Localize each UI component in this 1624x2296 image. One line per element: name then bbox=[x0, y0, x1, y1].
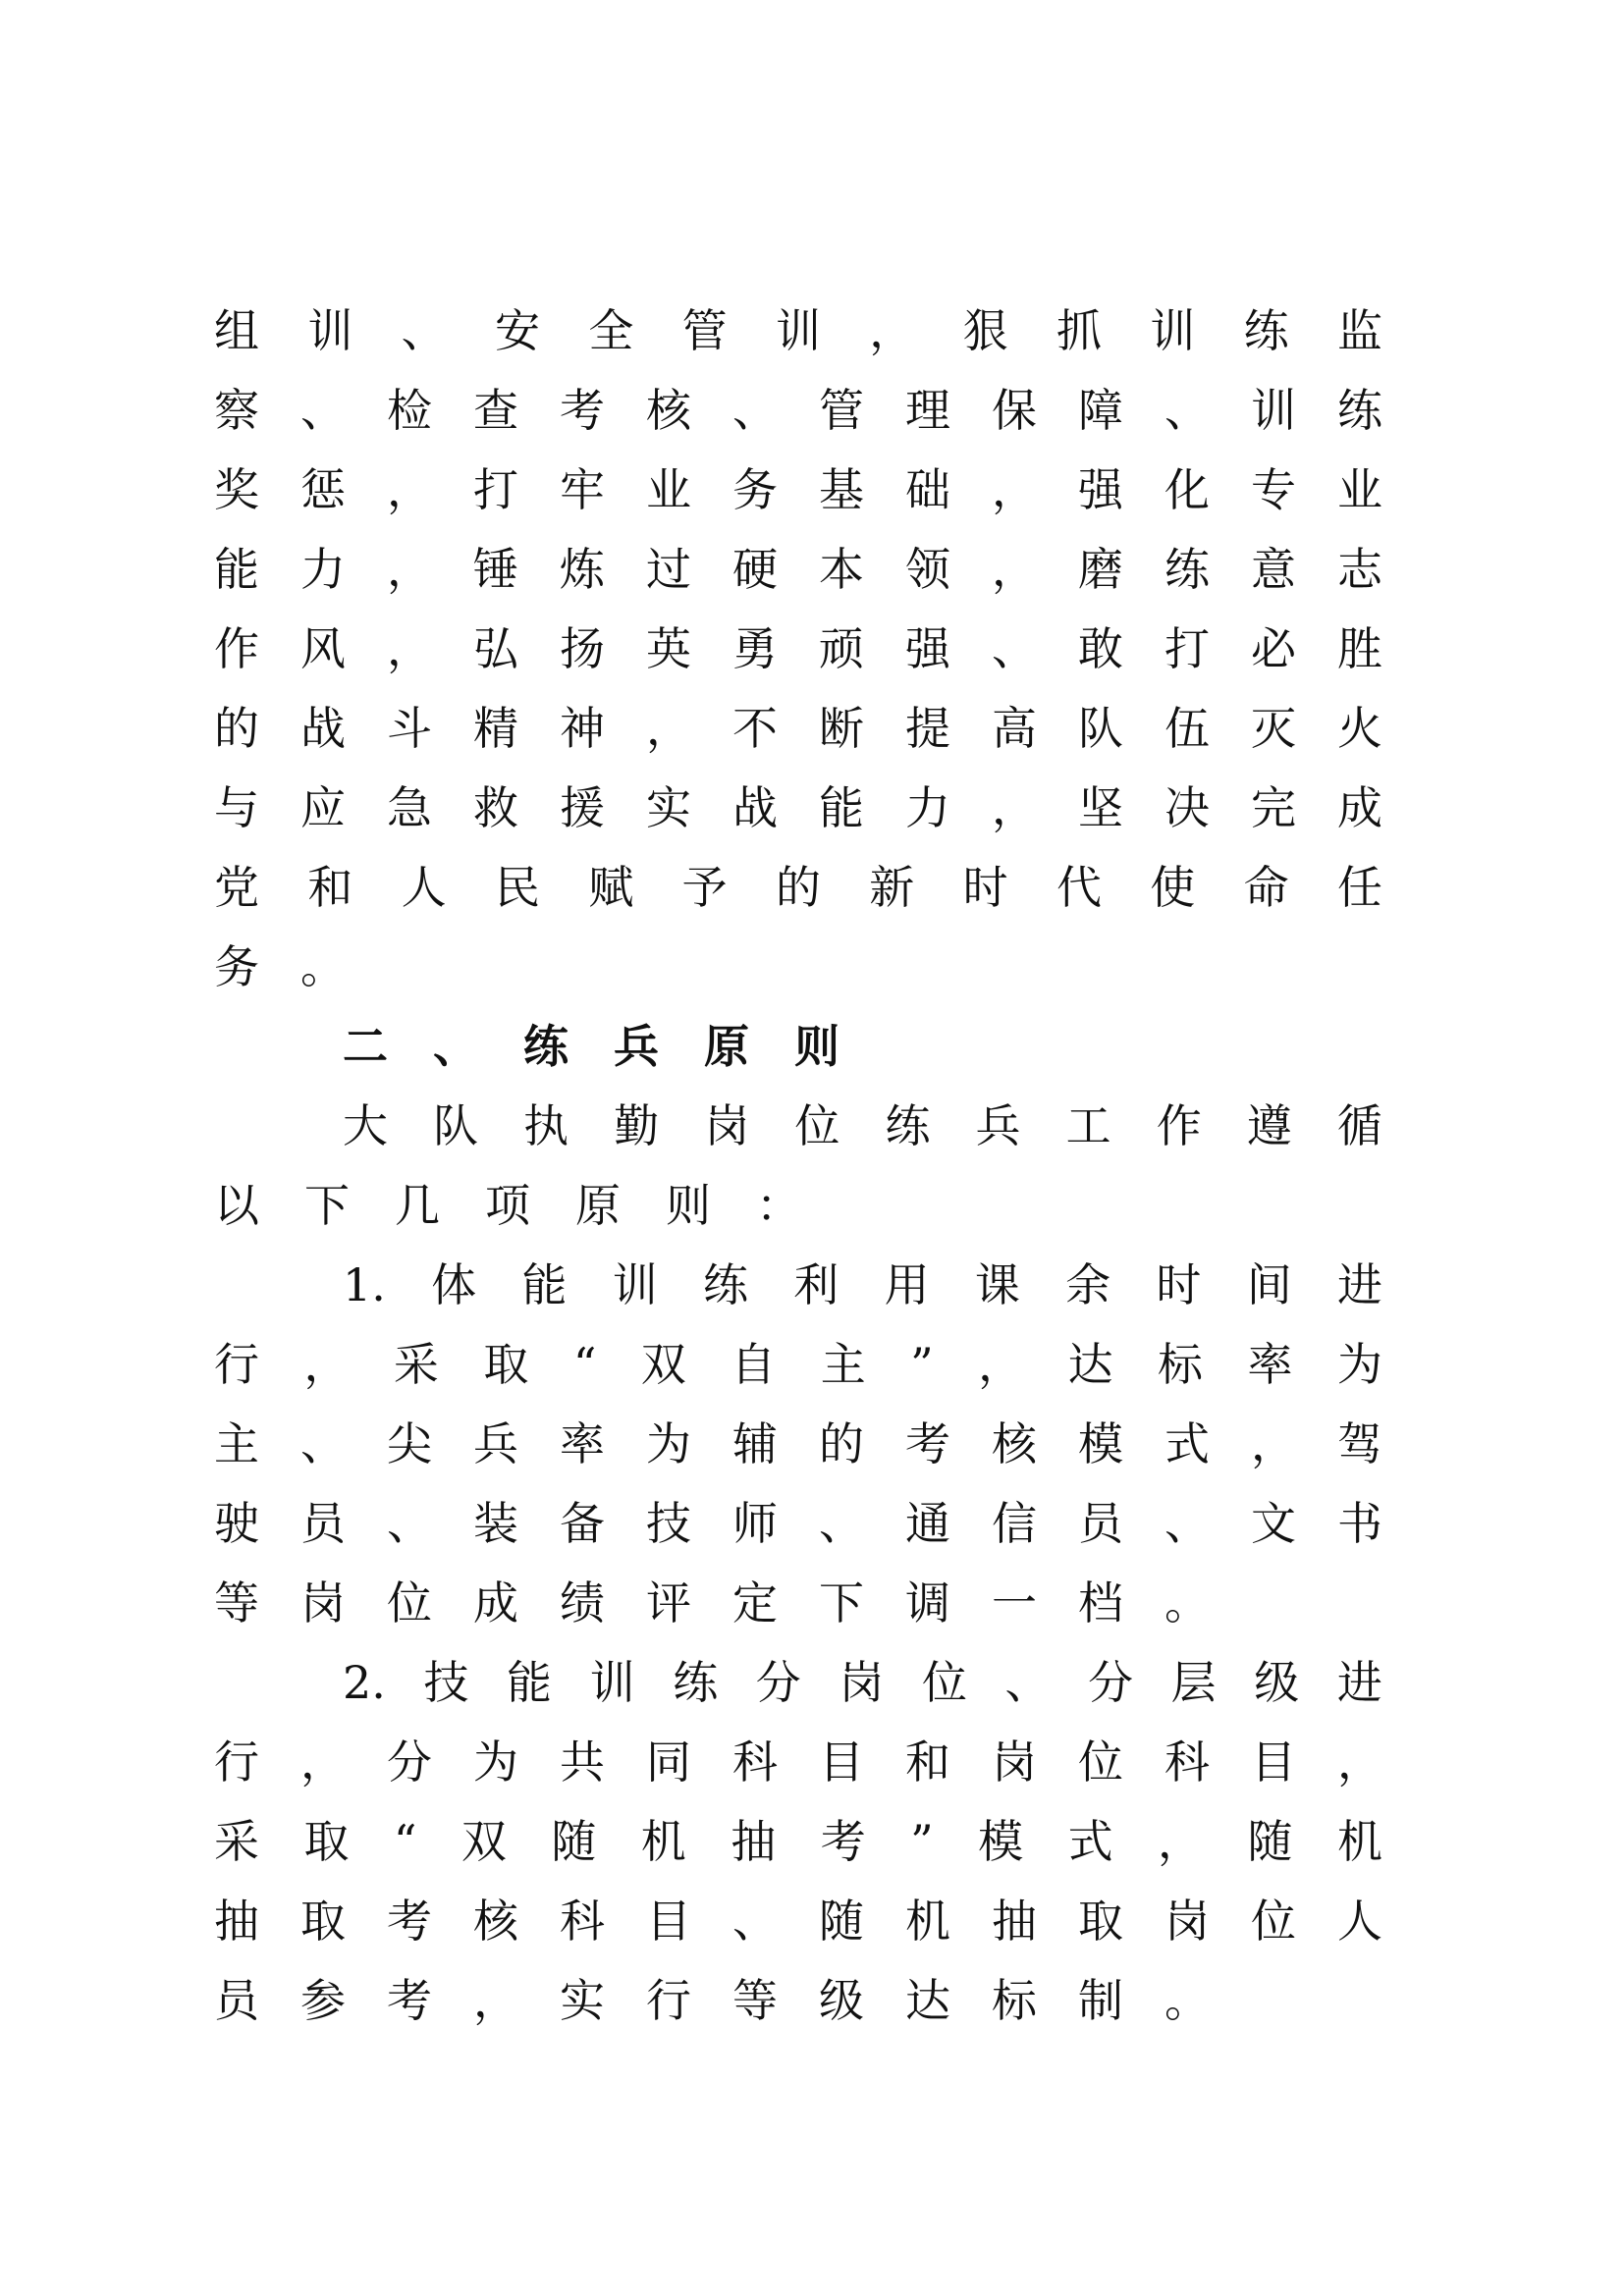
text-char: 援 bbox=[560, 781, 605, 834]
text-char: 成 bbox=[1337, 781, 1382, 834]
text-char: ， bbox=[303, 1338, 350, 1391]
text-char: 成 bbox=[473, 1576, 518, 1629]
text-char: 顽 bbox=[819, 622, 864, 675]
text-char: 以 bbox=[214, 1179, 259, 1232]
text-char: 标 bbox=[1158, 1338, 1204, 1391]
text-char: 完 bbox=[1251, 781, 1296, 834]
text-char: 主 bbox=[214, 1417, 259, 1470]
text-char: 利 bbox=[793, 1258, 839, 1311]
text-char: 随 bbox=[551, 1815, 597, 1868]
text-line-1 bbox=[214, 296, 1382, 365]
text-char: 下 bbox=[819, 1576, 864, 1629]
text-char: 锤 bbox=[473, 543, 518, 596]
text-char: ， bbox=[646, 702, 691, 755]
text-char: 书 bbox=[1337, 1497, 1382, 1550]
text-char: 级 bbox=[819, 1974, 864, 2027]
text-char: 考 bbox=[905, 1417, 950, 1470]
text-char: 和 bbox=[307, 861, 353, 914]
text-char: 能 bbox=[521, 1258, 568, 1311]
text-char: 制 bbox=[1078, 1974, 1123, 2027]
text-char: 作 bbox=[214, 622, 259, 675]
text-char: 时 bbox=[1156, 1258, 1202, 1311]
text-char: 新 bbox=[869, 861, 915, 914]
text-char: 训 bbox=[589, 1656, 635, 1709]
text-char: 民 bbox=[494, 861, 540, 914]
text-char: 等 bbox=[732, 1974, 778, 2027]
text-char: 炼 bbox=[560, 543, 605, 596]
text-char: 师 bbox=[732, 1497, 778, 1550]
text-char: 察 bbox=[214, 384, 259, 437]
text-char: 管 bbox=[819, 384, 864, 437]
text-line-6 bbox=[214, 694, 1382, 763]
text-char: 辅 bbox=[732, 1417, 778, 1470]
text-char: 模 bbox=[978, 1815, 1024, 1868]
text-char: 兵 bbox=[614, 1020, 659, 1073]
text-char: 率 bbox=[1247, 1338, 1293, 1391]
text-char: 、 bbox=[819, 1497, 864, 1550]
text-char: 科 bbox=[732, 1735, 778, 1789]
text-char: 为 bbox=[646, 1417, 691, 1470]
text-char: 科 bbox=[560, 1895, 605, 1948]
text-char: ” bbox=[910, 1338, 934, 1391]
text-char: 。 bbox=[1164, 1576, 1210, 1629]
text-char: 志 bbox=[1337, 543, 1382, 596]
text-char: 课 bbox=[974, 1258, 1020, 1311]
text-char: 练 bbox=[1337, 384, 1382, 437]
text-char: 断 bbox=[819, 702, 864, 755]
text-char: 、 bbox=[1004, 1656, 1051, 1709]
text-char: 人 bbox=[401, 861, 447, 914]
text-char: 基 bbox=[819, 463, 864, 516]
text-char: 余 bbox=[1065, 1258, 1111, 1311]
text-line-7 bbox=[214, 774, 1382, 842]
text-char: 文 bbox=[1251, 1497, 1296, 1550]
text-char: 赋 bbox=[588, 861, 634, 914]
text-char: 勤 bbox=[614, 1099, 660, 1152]
text-char: 项 bbox=[485, 1179, 530, 1232]
text-char: 主 bbox=[820, 1338, 866, 1391]
text-char: 核 bbox=[992, 1417, 1037, 1470]
text-char: 分 bbox=[1088, 1656, 1134, 1709]
text-char: 式 bbox=[1164, 1417, 1210, 1470]
text-char: 几 bbox=[395, 1179, 440, 1232]
text-char: 岗 bbox=[839, 1656, 885, 1709]
text-char: 打 bbox=[473, 463, 518, 516]
text-char: 、 bbox=[300, 1417, 346, 1470]
text-char: 练 bbox=[1164, 543, 1210, 596]
text-char: 考 bbox=[560, 384, 605, 437]
text-char: 考 bbox=[387, 1895, 432, 1948]
text-char: 则 bbox=[666, 1179, 711, 1232]
text-char: 检 bbox=[387, 384, 432, 437]
text-char: 高 bbox=[992, 702, 1037, 755]
text-char: 训 bbox=[612, 1258, 658, 1311]
text-char: 础 bbox=[905, 463, 950, 516]
text-char: 间 bbox=[1246, 1258, 1292, 1311]
text-char: 予 bbox=[681, 861, 728, 914]
list-item-1-line-5 bbox=[214, 1569, 1382, 1637]
text-char: “ bbox=[393, 1815, 417, 1868]
text-line-3 bbox=[214, 455, 1382, 524]
text-char: 训 bbox=[307, 304, 353, 357]
text-char: 时 bbox=[962, 861, 1008, 914]
text-char: 位 bbox=[794, 1099, 840, 1152]
text-char: 打 bbox=[1164, 622, 1210, 675]
text-char: 保 bbox=[992, 384, 1037, 437]
text-char: 练 bbox=[703, 1258, 749, 1311]
text-line-11 bbox=[343, 1092, 1382, 1160]
text-char: 力 bbox=[905, 781, 950, 834]
text-char: 意 bbox=[1251, 543, 1296, 596]
text-char: 绩 bbox=[560, 1576, 605, 1629]
text-char: 取 bbox=[1078, 1895, 1123, 1948]
text-char: 技 bbox=[423, 1656, 469, 1709]
text-char: 技 bbox=[646, 1497, 691, 1550]
text-char: 标 bbox=[992, 1974, 1037, 2027]
text-char: 体 bbox=[431, 1258, 477, 1311]
text-char: 双 bbox=[460, 1815, 507, 1868]
text-char: 的 bbox=[819, 1417, 864, 1470]
text-char: 、 bbox=[433, 1020, 478, 1073]
text-char: ， bbox=[387, 463, 432, 516]
text-char: 练 bbox=[523, 1020, 568, 1073]
text-char: 安 bbox=[494, 304, 540, 357]
text-char: 的 bbox=[214, 702, 259, 755]
text-char: ， bbox=[1158, 1815, 1204, 1868]
text-char: 位 bbox=[1251, 1895, 1296, 1948]
text-char: 战 bbox=[300, 702, 346, 755]
text-char: 救 bbox=[473, 781, 518, 834]
text-char: 的 bbox=[775, 861, 821, 914]
text-char: 业 bbox=[646, 463, 691, 516]
section-heading bbox=[343, 1012, 839, 1081]
text-char: 核 bbox=[473, 1895, 518, 1948]
text-char: 伍 bbox=[1164, 702, 1210, 755]
text-char: 战 bbox=[732, 781, 778, 834]
text-char: 斗 bbox=[387, 702, 432, 755]
text-char: 磨 bbox=[1078, 543, 1123, 596]
text-char: ， bbox=[1337, 1735, 1382, 1789]
text-char: 、 bbox=[387, 1497, 432, 1550]
text-char: ， bbox=[992, 543, 1037, 596]
text-char: 不 bbox=[732, 702, 778, 755]
text-char: ， bbox=[1251, 1417, 1296, 1470]
text-char: 。 bbox=[1164, 1974, 1210, 2027]
text-char: 坚 bbox=[1078, 781, 1123, 834]
text-char: 通 bbox=[905, 1497, 950, 1550]
text-char: 取 bbox=[483, 1338, 529, 1391]
text-char: 使 bbox=[1150, 861, 1196, 914]
list-item-1-line-4 bbox=[214, 1489, 1382, 1558]
text-char: 参 bbox=[300, 1974, 346, 2027]
text-char: 队 bbox=[1078, 702, 1123, 755]
text-char: 命 bbox=[1243, 861, 1289, 914]
text-char: 敢 bbox=[1078, 622, 1123, 675]
text-char: 位 bbox=[921, 1656, 967, 1709]
text-char: 2. bbox=[343, 1656, 386, 1709]
text-char: 评 bbox=[646, 1576, 691, 1629]
text-char: 火 bbox=[1337, 702, 1382, 755]
text-char: 为 bbox=[1336, 1338, 1382, 1391]
text-char: 勇 bbox=[732, 622, 778, 675]
text-char: 强 bbox=[905, 622, 950, 675]
text-char: 驶 bbox=[214, 1497, 259, 1550]
text-char: 硬 bbox=[732, 543, 778, 596]
text-char: 取 bbox=[303, 1815, 350, 1868]
text-char: 用 bbox=[884, 1258, 930, 1311]
text-char: 过 bbox=[646, 543, 691, 596]
text-char: 训 bbox=[1150, 304, 1196, 357]
text-line-5 bbox=[214, 614, 1382, 683]
text-char: 级 bbox=[1254, 1656, 1300, 1709]
text-char: 、 bbox=[732, 1895, 778, 1948]
text-char: 目 bbox=[646, 1895, 691, 1948]
text-char: 任 bbox=[1336, 861, 1382, 914]
text-char: ， bbox=[978, 1338, 1024, 1391]
text-char: 必 bbox=[1251, 622, 1296, 675]
text-char: 英 bbox=[646, 622, 691, 675]
text-char: 务 bbox=[214, 940, 259, 993]
text-char: 行 bbox=[646, 1974, 691, 2027]
text-char: 装 bbox=[473, 1497, 518, 1550]
text-char: 遵 bbox=[1246, 1099, 1292, 1152]
text-char: 查 bbox=[473, 384, 518, 437]
text-char: 训 bbox=[775, 304, 821, 357]
text-line-2 bbox=[214, 376, 1382, 445]
text-char: 扬 bbox=[560, 622, 605, 675]
text-char: 理 bbox=[905, 384, 950, 437]
text-char: 式 bbox=[1067, 1815, 1113, 1868]
text-char: 兵 bbox=[473, 1417, 518, 1470]
text-char: 取 bbox=[300, 1895, 346, 1948]
text-char: 考 bbox=[820, 1815, 866, 1868]
text-char: 采 bbox=[393, 1338, 439, 1391]
text-char: 档 bbox=[1078, 1576, 1123, 1629]
text-char: 务 bbox=[732, 463, 778, 516]
text-char: 抽 bbox=[992, 1895, 1037, 1948]
text-char: 党 bbox=[214, 861, 259, 914]
text-line-9 bbox=[214, 933, 1382, 1001]
list-item-2-line-2 bbox=[214, 1728, 1382, 1796]
text-char: 随 bbox=[819, 1895, 864, 1948]
text-char: 提 bbox=[905, 702, 950, 755]
text-char: 岗 bbox=[300, 1576, 346, 1629]
text-char: 化 bbox=[1164, 463, 1210, 516]
text-char: 决 bbox=[1164, 781, 1210, 834]
text-char: 能 bbox=[214, 543, 259, 596]
text-char: 监 bbox=[1336, 304, 1382, 357]
text-char: 岗 bbox=[704, 1099, 750, 1152]
list-item-2-line-1 bbox=[343, 1648, 1382, 1717]
text-char: 、 bbox=[1164, 1497, 1210, 1550]
text-char: 领 bbox=[905, 543, 950, 596]
text-char: 实 bbox=[560, 1974, 605, 2027]
text-char: 风 bbox=[300, 622, 346, 675]
text-char: 代 bbox=[1056, 861, 1102, 914]
text-char: 机 bbox=[905, 1895, 950, 1948]
text-char: 精 bbox=[473, 702, 518, 755]
text-char: 专 bbox=[1251, 463, 1296, 516]
text-char: 岗 bbox=[992, 1735, 1037, 1789]
list-item-2-line-3 bbox=[214, 1807, 1382, 1876]
text-char: 为 bbox=[473, 1735, 518, 1789]
text-char: ， bbox=[869, 304, 915, 357]
text-char: 进 bbox=[1336, 1258, 1382, 1311]
text-char: 调 bbox=[905, 1576, 950, 1629]
text-char: 核 bbox=[646, 384, 691, 437]
text-char: 共 bbox=[560, 1735, 605, 1789]
text-char: 信 bbox=[992, 1497, 1037, 1550]
text-char: 一 bbox=[992, 1576, 1037, 1629]
text-char: 能 bbox=[507, 1656, 553, 1709]
text-char: 位 bbox=[387, 1576, 432, 1629]
text-char: 下 bbox=[304, 1179, 350, 1232]
text-char: 尖 bbox=[387, 1417, 432, 1470]
text-char: 组 bbox=[214, 304, 259, 357]
text-char: 奖 bbox=[214, 463, 259, 516]
text-char: 牢 bbox=[560, 463, 605, 516]
text-char: 和 bbox=[905, 1735, 950, 1789]
text-char: 能 bbox=[819, 781, 864, 834]
text-char: 员 bbox=[1078, 1497, 1123, 1550]
text-char: 灭 bbox=[1251, 702, 1296, 755]
text-char: 、 bbox=[1164, 384, 1210, 437]
text-char: 双 bbox=[640, 1338, 686, 1391]
text-char: 目 bbox=[1251, 1735, 1296, 1789]
text-char: 二 bbox=[343, 1020, 388, 1073]
text-char: 队 bbox=[433, 1099, 479, 1152]
text-char: 胜 bbox=[1337, 622, 1382, 675]
text-char: 抽 bbox=[731, 1815, 777, 1868]
text-char: 定 bbox=[732, 1576, 778, 1629]
text-char: 兵 bbox=[975, 1099, 1021, 1152]
text-char: 达 bbox=[1067, 1338, 1113, 1391]
text-char: 达 bbox=[905, 1974, 950, 2027]
text-char: 循 bbox=[1336, 1099, 1382, 1152]
text-char: 驾 bbox=[1337, 1417, 1382, 1470]
text-char: 、 bbox=[300, 384, 346, 437]
list-item-2-line-5 bbox=[214, 1966, 1382, 2035]
text-char: 人 bbox=[1337, 1895, 1382, 1948]
text-char: 与 bbox=[214, 781, 259, 834]
list-item-1-line-3 bbox=[214, 1410, 1382, 1478]
text-char: 原 bbox=[704, 1020, 749, 1073]
text-char: ， bbox=[992, 463, 1037, 516]
text-char: 行 bbox=[214, 1735, 259, 1789]
text-char: 目 bbox=[819, 1735, 864, 1789]
text-char: 备 bbox=[560, 1497, 605, 1550]
list-item-1-line-1 bbox=[343, 1251, 1382, 1319]
text-char: ， bbox=[300, 1735, 346, 1789]
text-char: ： bbox=[756, 1179, 801, 1232]
text-char: 全 bbox=[588, 304, 634, 357]
text-char: ” bbox=[910, 1815, 934, 1868]
text-char: 。 bbox=[300, 940, 346, 993]
text-char: 训 bbox=[1251, 384, 1296, 437]
text-char: 同 bbox=[646, 1735, 691, 1789]
text-line-8 bbox=[214, 853, 1382, 922]
text-char: 分 bbox=[755, 1656, 801, 1709]
text-char: 进 bbox=[1336, 1656, 1382, 1709]
text-char: 位 bbox=[1078, 1735, 1123, 1789]
text-char: 力 bbox=[300, 543, 346, 596]
text-char: 急 bbox=[387, 781, 432, 834]
text-char: 业 bbox=[1337, 463, 1382, 516]
text-char: 、 bbox=[401, 304, 447, 357]
text-char: 率 bbox=[560, 1417, 605, 1470]
list-item-1-line-2 bbox=[214, 1330, 1382, 1399]
text-char: 大 bbox=[343, 1099, 388, 1152]
text-char: 1. bbox=[343, 1258, 386, 1311]
text-line-12 bbox=[214, 1171, 1382, 1240]
text-char: 机 bbox=[640, 1815, 686, 1868]
text-char: 、 bbox=[992, 622, 1037, 675]
text-char: ， bbox=[473, 1974, 518, 2027]
text-char: 员 bbox=[300, 1497, 346, 1550]
text-char: 分 bbox=[387, 1735, 432, 1789]
text-char: ， bbox=[992, 781, 1037, 834]
text-char: 练 bbox=[673, 1656, 719, 1709]
text-char: 作 bbox=[1156, 1099, 1202, 1152]
text-char: 则 bbox=[794, 1020, 839, 1073]
text-char: 层 bbox=[1170, 1656, 1217, 1709]
text-char: 工 bbox=[1065, 1099, 1111, 1152]
text-char: 练 bbox=[1243, 304, 1289, 357]
text-char: 行 bbox=[214, 1338, 259, 1391]
text-char: 障 bbox=[1078, 384, 1123, 437]
text-char: 科 bbox=[1164, 1735, 1210, 1789]
text-char: 采 bbox=[214, 1815, 259, 1868]
text-line-4 bbox=[214, 535, 1382, 604]
text-char: 员 bbox=[214, 1974, 259, 2027]
text-char: 等 bbox=[214, 1576, 259, 1629]
text-char: 模 bbox=[1078, 1417, 1123, 1470]
text-char: 练 bbox=[885, 1099, 931, 1152]
text-char: 管 bbox=[681, 304, 728, 357]
text-char: 惩 bbox=[300, 463, 346, 516]
text-char: ， bbox=[387, 543, 432, 596]
text-char: 应 bbox=[300, 781, 346, 834]
text-char: “ bbox=[572, 1338, 597, 1391]
text-char: 弘 bbox=[473, 622, 518, 675]
text-char: 岗 bbox=[1164, 1895, 1210, 1948]
text-char: 神 bbox=[560, 702, 605, 755]
text-char: 机 bbox=[1336, 1815, 1382, 1868]
text-char: 实 bbox=[646, 781, 691, 834]
text-char: 狠 bbox=[962, 304, 1008, 357]
text-char: 原 bbox=[575, 1179, 621, 1232]
text-char: 本 bbox=[819, 543, 864, 596]
text-char: 随 bbox=[1247, 1815, 1293, 1868]
text-char: 强 bbox=[1078, 463, 1123, 516]
text-char: 执 bbox=[523, 1099, 569, 1152]
text-char: 自 bbox=[731, 1338, 777, 1391]
text-char: 考 bbox=[387, 1974, 432, 2027]
text-char: ， bbox=[387, 622, 432, 675]
list-item-2-line-4 bbox=[214, 1887, 1382, 1955]
text-char: 、 bbox=[732, 384, 778, 437]
text-char: 抓 bbox=[1056, 304, 1102, 357]
text-char: 抽 bbox=[214, 1895, 259, 1948]
